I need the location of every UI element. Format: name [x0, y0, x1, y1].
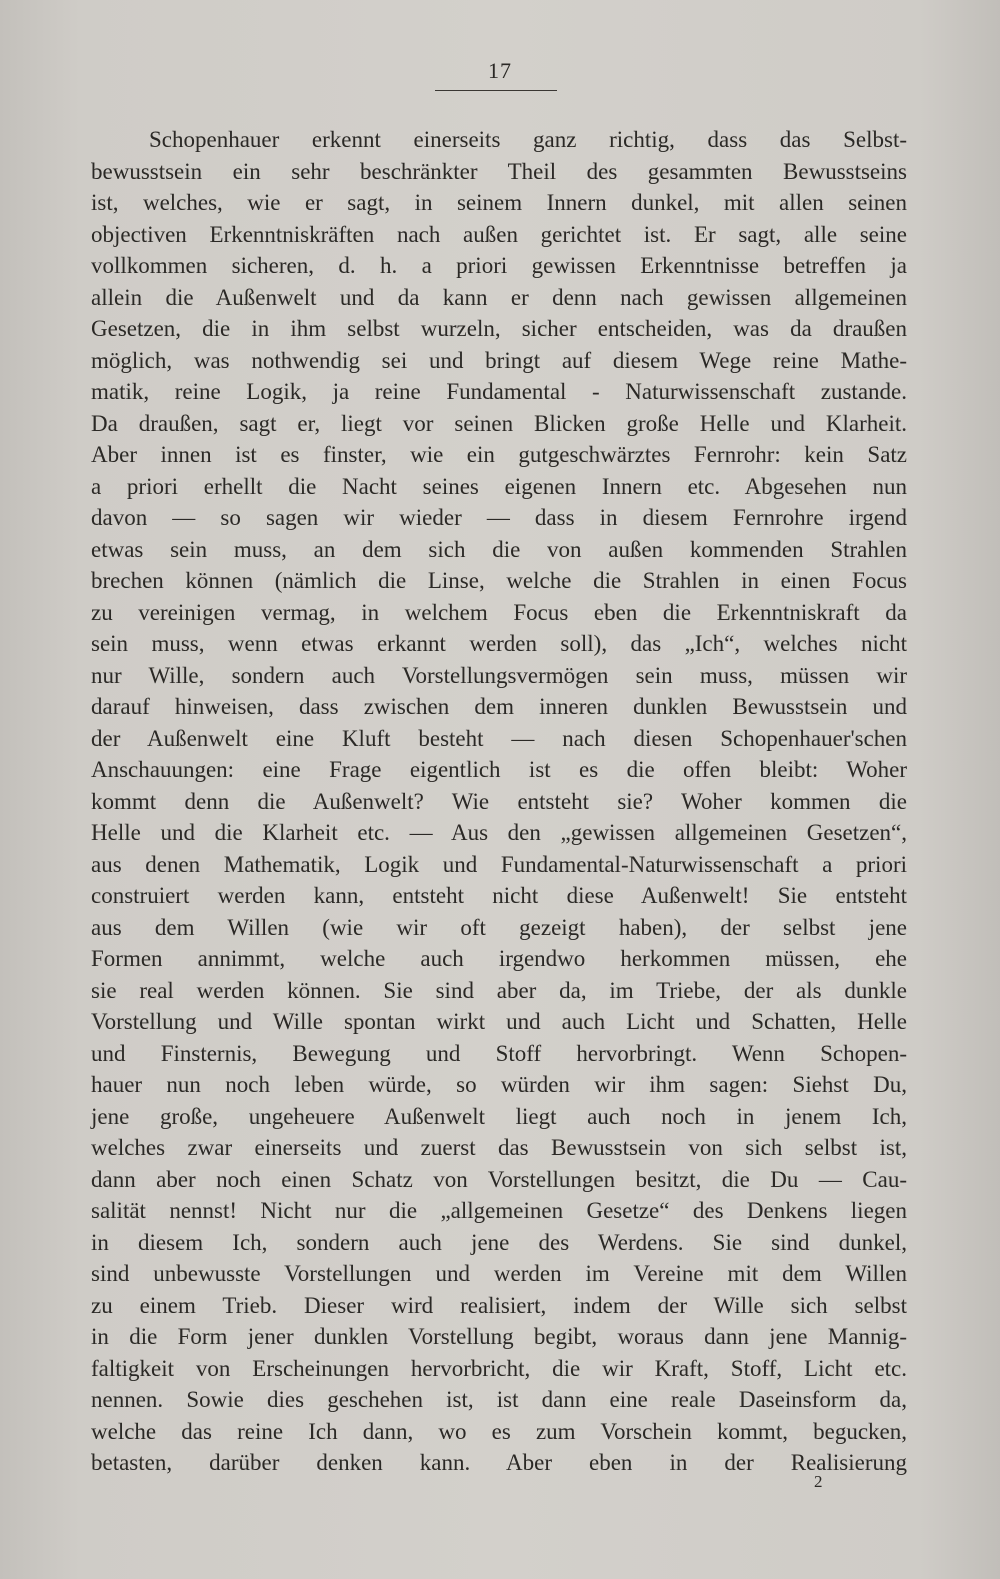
text-line: etwas sein muss, an dem sich die von außen kommenden Strahlen	[91, 536, 907, 562]
text-line: a priori erhellt die Nacht seines eigenen Innern etc. Abgesehen nun	[91, 473, 907, 499]
text-line: und Finsternis, Bewegung und Stoff hervorbringt. Wenn Schopen-	[91, 1040, 907, 1066]
text-line: sind unbewusste Vorstellungen und werden im Vereine mit dem Willen	[91, 1261, 907, 1286]
text-line: jene große, ungeheuere Außenwelt liegt auch noch in jenem Ich,	[91, 1103, 907, 1129]
text-line: möglich, was nothwendig sei und bringt auf diesem Wege reine Mathe-	[91, 347, 907, 373]
text-line: objectiven Erkenntniskräften nach außen gerichtet ist. Er sagt, alle seine	[91, 221, 907, 247]
text-line: zu vereinigen vermag, in welchem Focus eben die Erkenntniskraft da	[91, 599, 907, 625]
text-line: aus dem Willen (wie wir oft gezeigt haben), der selbst jene	[91, 914, 907, 940]
text-line: Da draußen, sagt er, liegt vor seinen Blicken große Helle und Klarheit.	[91, 410, 907, 436]
text-line: hauer nun noch leben würde, so würden wir ihm sagen: Siehst Du,	[91, 1072, 907, 1097]
text-line: Anschauungen: eine Frage eigentlich ist es die offen bleibt: Woher	[91, 757, 907, 782]
text-line: aus denen Mathematik, Logik und Fundamental-Naturwissenschaft a priori	[91, 851, 907, 877]
text-line: betasten, darüber denken kann. Aber eben in der Realisierung	[91, 1450, 907, 1475]
text-line: nur Wille, sondern auch Vorstellungsvermögen sein muss, müssen wir	[91, 662, 907, 688]
text-line: Schopenhauer erkennt einerseits ganz richtig, dass das Selbst-	[149, 127, 907, 152]
text-line: in die Form jener dunklen Vorstellung begibt, woraus dann jene Mannig-	[91, 1324, 907, 1349]
text-line: brechen können (nämlich die Linse, welche die Strahlen in einen Focus	[91, 568, 907, 593]
body-text	[91, 124, 907, 1479]
text-line: faltigkeit von Erscheinungen hervorbricht, die wir Kraft, Stoff, Licht etc.	[91, 1355, 907, 1381]
text-line: welches zwar einerseits und zuerst das Bewusstsein von sich selbst ist,	[91, 1135, 907, 1160]
text-line: sie real werden können. Sie sind aber da, im Triebe, der als dunkle	[91, 977, 907, 1003]
page-number-rule	[435, 90, 557, 91]
signature-mark: 2	[814, 1472, 823, 1491]
text-line: darauf hinweisen, dass zwischen dem inneren dunklen Bewusstsein und	[91, 694, 907, 719]
text-line: in diesem Ich, sondern auch jene des Werdens. Sie sind dunkel,	[91, 1229, 907, 1255]
text-line: zu einem Trieb. Dieser wird realisiert, indem der Wille sich selbst	[91, 1292, 907, 1318]
text-line: allein die Außenwelt und da kann er denn nach gewissen allgemeinen	[91, 284, 907, 310]
text-line: vollkommen sicheren, d. h. a priori gewissen Erkenntnisse betreffen ja	[91, 253, 907, 278]
text-line: Gesetzen, die in ihm selbst wurzeln, sicher entscheiden, was da draußen	[91, 316, 907, 341]
text-line: matik, reine Logik, ja reine Fundamental - Naturwissenschaft zustande.	[91, 379, 907, 404]
page-number: 17	[488, 58, 512, 83]
text-line: salität nennst! Nicht nur die „allgemeinen Gesetze“ des Denkens liegen	[91, 1198, 907, 1223]
text-line: kommt denn die Außenwelt? Wie entsteht sie? Woher kommen die	[91, 788, 907, 814]
text-line: construiert werden kann, entsteht nicht diese Außenwelt! Sie entsteht	[91, 883, 907, 908]
text-line: Vorstellung und Wille spontan wirkt und auch Licht und Schatten, Helle	[91, 1009, 907, 1034]
text-line: Helle und die Klarheit etc. — Aus den „gewissen allgemeinen Gesetzen“,	[91, 820, 907, 845]
text-line: nennen. Sowie dies geschehen ist, ist dann eine reale Daseinsform da,	[91, 1387, 907, 1412]
text-line: welche das reine Ich dann, wo es zum Vorschein kommt, begucken,	[91, 1418, 907, 1444]
text-line: Formen annimmt, welche auch irgendwo herkommen müssen, ehe	[91, 946, 907, 971]
text-line: ist, welches, wie er sagt, in seinem Innern dunkel, mit allen seinen	[91, 190, 907, 215]
text-line: dann aber noch einen Schatz von Vorstellungen besitzt, die Du — Cau-	[91, 1166, 907, 1192]
text-line: sein muss, wenn etwas erkannt werden soll), das „Ich“, welches nicht	[91, 631, 907, 656]
text-line: der Außenwelt eine Kluft besteht — nach diesen Schopenhauer'schen	[91, 725, 907, 751]
text-line: davon — so sagen wir wieder — dass in diesem Fernrohre irgend	[91, 505, 907, 530]
text-line: Aber innen ist es finster, wie ein gutgeschwärztes Fernrohr: kein Satz	[91, 442, 907, 467]
text-line: bewusstsein ein sehr beschränkter Theil des gesammten Bewusstseins	[91, 158, 907, 184]
